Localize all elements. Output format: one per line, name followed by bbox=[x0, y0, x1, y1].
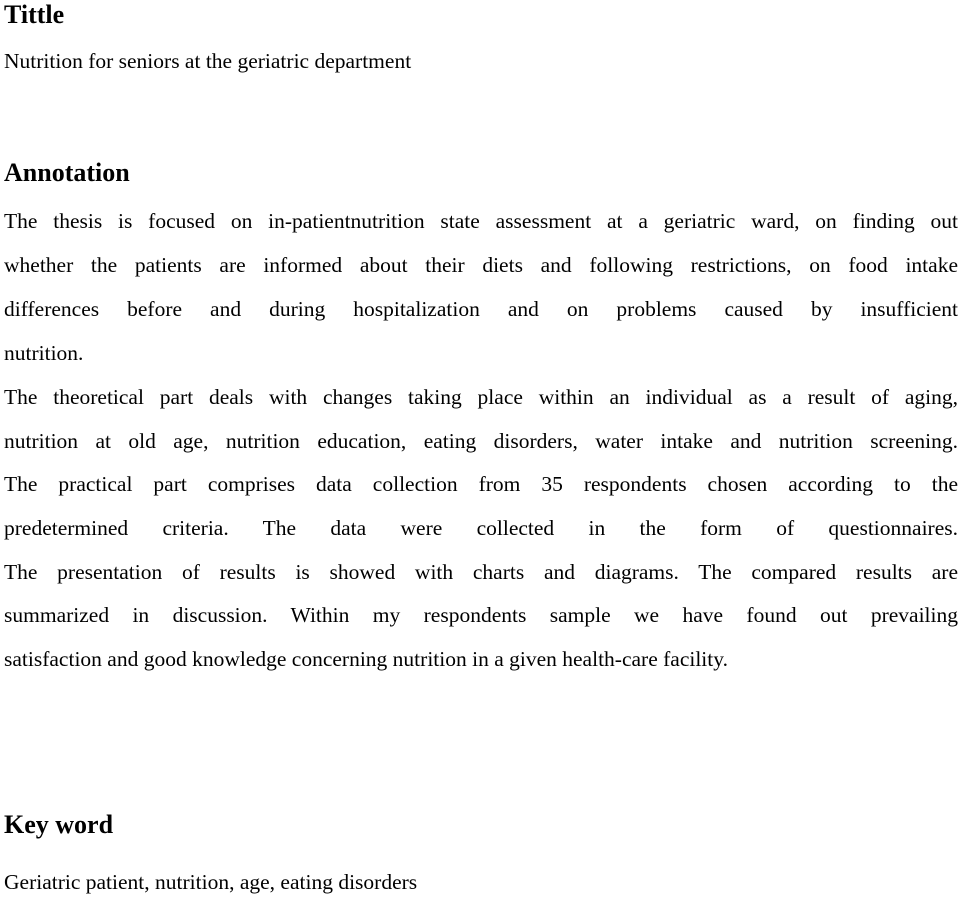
title-heading: Tittle bbox=[4, 0, 65, 29]
annotation-line: predetermined criteria. The data were collected in the form of questionnaires. bbox=[4, 516, 958, 540]
annotation-line: The thesis is focused on in-patientnutrition state assessment at a geriatric ward, on finding out bbox=[4, 209, 958, 233]
annotation-line: differences before and during hospitalization and on problems caused by insufficient bbox=[4, 297, 958, 321]
annotation-line: The presentation of results is showed with charts and diagrams. The compared results are bbox=[4, 560, 958, 584]
annotation-line: nutrition at old age, nutrition education, eating disorders, water intake and nutrition screening. bbox=[4, 429, 958, 453]
annotation-line: The practical part comprises data collection from 35 respondents chosen according to the bbox=[4, 472, 958, 496]
annotation-line: nutrition. bbox=[4, 341, 84, 365]
title-text: Nutrition for seniors at the geriatric department bbox=[4, 49, 412, 73]
annotation-line: whether the patients are informed about their diets and following restrictions, on food intake bbox=[4, 253, 958, 277]
annotation-line: summarized in discussion. Within my respondents sample we have found out prevailing bbox=[4, 603, 958, 627]
annotation-line: satisfaction and good knowledge concerning nutrition in a given health-care facility. bbox=[4, 647, 728, 671]
annotation-heading: Annotation bbox=[4, 158, 130, 187]
keyword-text: Geriatric patient, nutrition, age, eating disorders bbox=[4, 870, 418, 894]
annotation-line: The theoretical part deals with changes taking place within an individual as a result of aging, bbox=[4, 385, 958, 409]
keyword-heading: Key word bbox=[4, 810, 114, 839]
